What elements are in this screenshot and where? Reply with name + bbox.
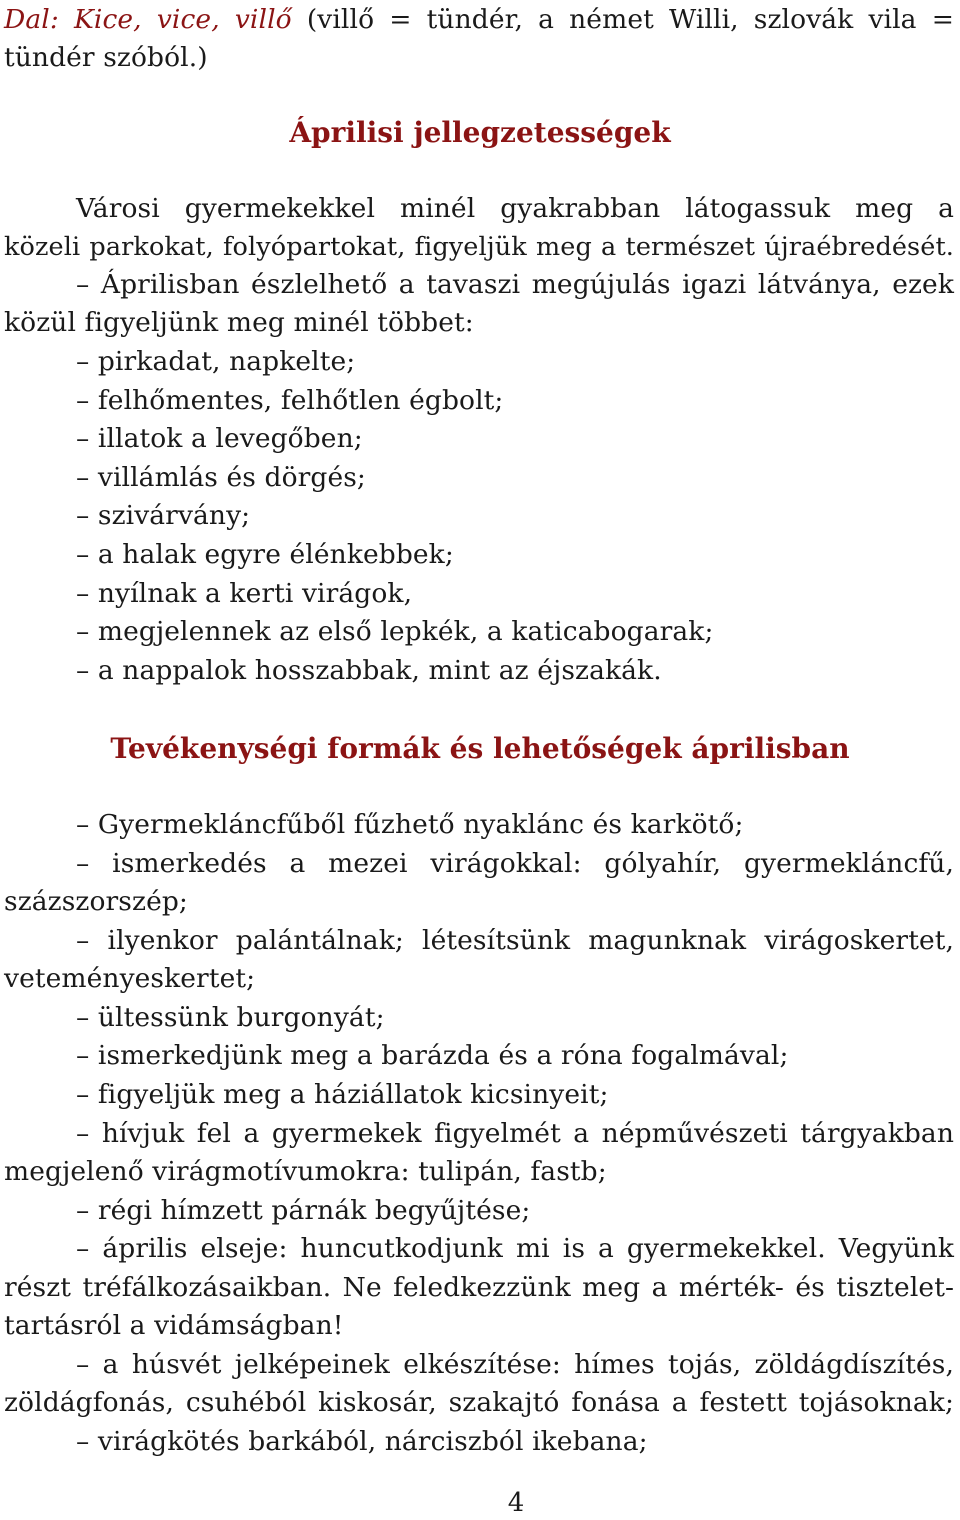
list-item: – pirkadat, napkelte; [76, 346, 356, 377]
section-1-heading: Áprilisi jellegzetességek [289, 116, 671, 149]
list-item: – villámlás és dörgés; [76, 462, 366, 493]
list-item: – ilyenkor palántálnak; létesítsünk magunknak virágoskertet, [76, 925, 954, 956]
list-item: – virágkötés barkából, nárciszból ikebana; [76, 1426, 648, 1457]
list-item-continuation: megjelenő virágmotívumokra: tulipán, fastb; [4, 1156, 607, 1187]
paragraph-line: közeli parkokat, folyópartokat, figyeljük meg a természet újraébredését. [4, 232, 954, 262]
list-item: – figyeljük meg a háziállatok kicsinyeit; [76, 1079, 609, 1110]
list-item-continuation: veteményeskertet; [4, 963, 256, 994]
list-item: – hívjuk fel a gyermekek figyelmét a népművészeti tárgyakban [76, 1118, 954, 1149]
list-item-continuation: zöldágfonás, csuhéból kiskosár, szakajtó fonása a festett tojásoknak; [4, 1387, 954, 1418]
list-item: – nyílnak a kerti virágok, [76, 578, 413, 609]
list-item: – ismerkedjünk meg a barázda és a róna fogalmával; [76, 1040, 789, 1071]
paragraph-line: Városi gyermekekkel minél gyakrabban látogassuk meg a [76, 193, 954, 224]
list-item: – ültessünk burgonyát; [76, 1002, 385, 1033]
paragraph-line: közül figyeljünk meg minél többet: [4, 307, 474, 338]
list-item: – megjelennek az első lepkék, a katicabogarak; [76, 616, 714, 647]
song-note: (villő = tündér, a német Willi, szlovák vila = [291, 4, 954, 35]
list-item-continuation: részt tréfálkozásaikban. Ne feledkezzünk meg a mérték- és tisztelet- [4, 1272, 954, 1303]
list-item: – a nappalok hosszabbak, mint az éjszakák. [76, 655, 662, 686]
list-item-continuation: százszorszép; [4, 886, 188, 917]
list-item: – április elseje: huncutkodjunk mi is a gyermekekkel. Vegyünk [76, 1233, 954, 1264]
paragraph-line: – Áprilisban észlelhető a tavaszi megújulás igazi látványa, ezek [76, 269, 954, 300]
list-item: – Gyermekláncfűből fűzhető nyaklánc és karkötő; [76, 809, 744, 840]
page-number: 4 [507, 1488, 525, 1518]
list-item: – régi hímzett párnák begyűjtése; [76, 1195, 531, 1226]
section-2-heading: Tevékenységi formák és lehetőségek áprilisban [110, 732, 850, 765]
list-item: – ismerkedés a mezei virágokkal: gólyahír, gyermekláncfű, [76, 848, 954, 879]
song-title: Dal: Kice, vice, villő [4, 4, 292, 35]
list-item: – a húsvét jelképeinek elkészítése: hímes tojás, zöldágdíszítés, [76, 1349, 954, 1380]
list-item: – felhőmentes, felhőtlen égbolt; [76, 385, 504, 416]
intro-line-2: tündér szóból.) [4, 42, 208, 73]
list-item: – a halak egyre élénkebbek; [76, 539, 454, 570]
list-item: – szivárvány; [76, 500, 251, 531]
intro-line-1 [4, 1, 954, 39]
list-item: – illatok a levegőben; [76, 423, 363, 454]
list-item-continuation: tartásról a vidámságban! [4, 1310, 344, 1341]
